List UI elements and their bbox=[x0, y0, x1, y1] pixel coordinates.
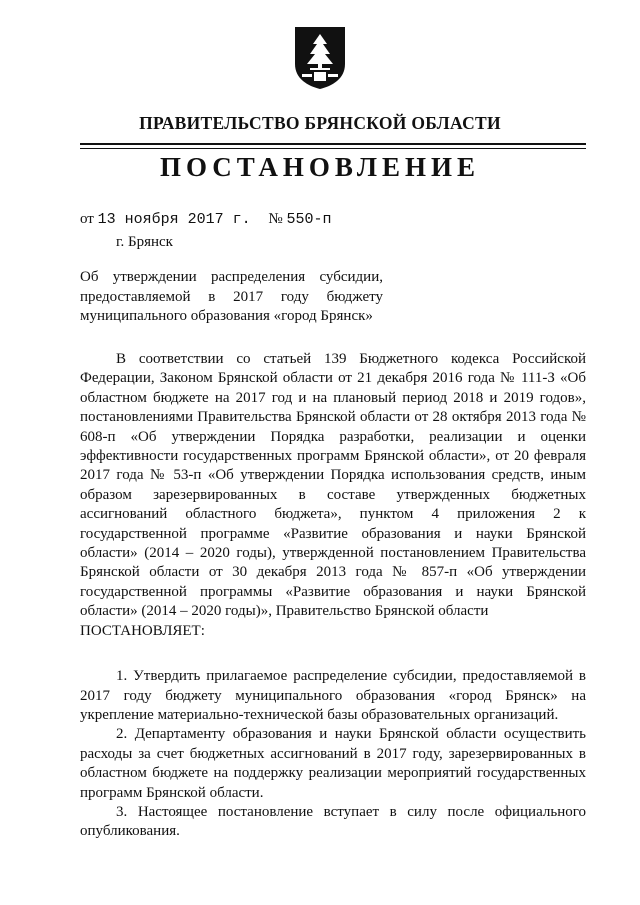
document-date: 13 ноября 2017 г. bbox=[97, 211, 251, 228]
document-city: г. Брянск bbox=[116, 234, 173, 250]
resolution-item: 3. Настоящее постановление вступает в силу после официального опубликования. bbox=[80, 803, 586, 840]
date-prefix: от bbox=[80, 211, 94, 227]
header-rule-thick bbox=[80, 143, 586, 145]
document-date-number bbox=[80, 211, 331, 228]
bryansk-coat-of-arms-icon bbox=[292, 24, 348, 90]
document-number: 550-п bbox=[286, 211, 332, 228]
document-subject: Об утверждении распределения субсидии, предоставляемой в 2017 году бюджету муниципального образования «город Брянск» bbox=[80, 269, 383, 324]
resolution-item: 2. Департаменту образования и науки Брянской области осуществить расходы за счет бюджетных ассигнований в 2017 году, зарезервированных в областном бюджете на поддержку реализации мероприятий государственных программ Брянской области. bbox=[80, 726, 586, 801]
resolution-item: 1. Утвердить прилагаемое распределение субсидии, предоставляемой в 2017 году бюджету муниципального образования «город Брянск» на укрепление материально-технической базы образовательных организаций. bbox=[80, 668, 586, 723]
preamble-paragraph: В соответствии со статьей 139 Бюджетного кодекса Российской Федерации, Законом Брянской области от 21 декабря 2016 года № 111-З «Об областном бюджете на 2017 год и на плановый период 2018 и 2019 годов», постановлениями Правительства Брянской области от 28 октября 2013 года № 608-п «Об утверждении Порядка разработки, реализации и оценки эффективности государственных программ Брянской области», от 20 февраля 2017 года № 53-п «Об утверждении Порядка использования средств, иным образом зарезервированных в составе утвержденных бюджетных ассигнований областного бюджета», пунктом 4 приложения 2 к государственной программе «Развитие образования и науки Брянской области» (2014 – 2020 годы), утвержденной постановлением Правительства Брянской области от 30 декабря 2013 года № 857-п «Об утверждении государственной программы «Развитие образования и науки Брянской области» (2014 – 2020 годы)», Правительство Брянской области bbox=[80, 351, 586, 620]
document-body bbox=[80, 350, 586, 842]
header-rule-thin bbox=[80, 148, 586, 149]
resolves-heading: ПОСТАНОВЛЯЕТ: bbox=[80, 622, 205, 639]
number-label: № bbox=[268, 211, 283, 227]
document-kind-title: ПОСТАНОВЛЕНИЕ bbox=[159, 152, 481, 182]
government-title: ПРАВИТЕЛЬСТВО БРЯНСКОЙ ОБЛАСТИ bbox=[139, 113, 501, 133]
